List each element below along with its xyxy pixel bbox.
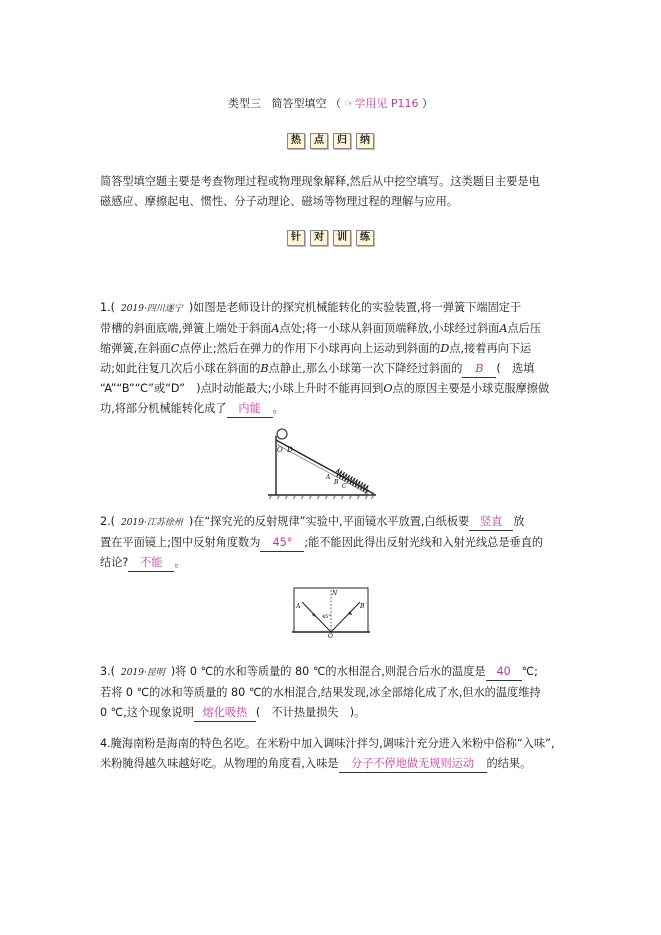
question-source: 2019·江苏徐州	[121, 518, 183, 528]
page-reference-link[interactable]: ☞学用见 P116	[344, 97, 419, 110]
answer-blank[interactable]: 内能	[227, 401, 273, 418]
intro-line: 磁感应、摩擦起电、惯性、分子动理论、磁场等物理过程的理解与应用。	[100, 195, 459, 208]
ball	[277, 429, 287, 439]
label-B: B	[334, 479, 339, 486]
badge-char: 对	[310, 230, 328, 246]
badge-char: 训	[333, 230, 351, 246]
incline-spring-figure	[262, 428, 380, 500]
label-B: B	[360, 603, 365, 610]
type-label: 类型三	[228, 97, 261, 110]
answer-blank[interactable]: B	[462, 361, 496, 378]
type-name: 简答型填空	[271, 97, 327, 110]
label-C: C	[342, 483, 347, 490]
question-source: 2019·四川遂宁	[121, 304, 183, 314]
badge-char: 热	[287, 133, 305, 149]
hot-points-badge-row	[0, 133, 661, 149]
label-O: O	[328, 633, 333, 638]
open-paren: （	[330, 97, 341, 110]
question-4: 4.腌海南粉是海南的特色名吃。在米粉中加入调味汁拌匀,调味汁充分进入米粉中俗称“入味”, 米粉腌得越久味越好吃。从物理的角度看,入味是 分子不停地做无规则运动 的结果。	[100, 734, 570, 774]
badge-char: 针	[287, 230, 305, 246]
question-source: 2019·昆明	[121, 668, 165, 678]
question-1: 1.( 2019·四川遂宁 )如图是老师设计的探究机械能转化的实验装置,将一弹簧下端固定于 带槽的斜面底端,弹簧上端处于斜面A点处;将一小球从斜面顶端释放,小球经过斜面A点后压 缩弹簧,在斜面C点停止;然后在弹力的作用下小球再向上运动到斜面的D点,接着再向下运 动;如此往复几次后小球在斜面的B点静止,那么小球第一次下降经过斜面的 B ( 选填 “A”“B”“C”或“D” )点时动能最大;小球上升时不能再回到O点的原因主要是小球克服摩擦做 功,将部分机械能转化成了 内能 。	[100, 298, 570, 419]
reflection-figure	[292, 586, 372, 638]
question-2: 2.( 2019·江苏徐州 )在“探究光的反射规律”实验中,平面镜水平放置,白纸板要 竖直 放 置在平面镜上;图中反射角度数为 45° ;能不能因此得出反射光线和入射光线总是垂直的 结论? 不能 。	[100, 512, 570, 573]
intro-line: 简答型填空题主要是考查物理过程或物理现象解释,然后从中挖空填写。这类题目主要是电	[100, 175, 540, 188]
label-A: A	[296, 603, 301, 610]
close-paren: ）	[422, 97, 433, 110]
badge-char: 点	[310, 133, 328, 149]
label-angle: 45°	[322, 614, 331, 620]
training-badge-row	[0, 230, 661, 246]
answer-blank[interactable]: 分子不停地做无规则运动	[339, 756, 487, 773]
label-A: A	[326, 474, 331, 481]
badge-char: 归	[333, 133, 351, 149]
section-heading	[0, 95, 661, 111]
reflected-ray	[331, 602, 360, 632]
answer-blank[interactable]: 竖直	[469, 514, 513, 531]
label-O: O	[277, 446, 283, 454]
intro-paragraph	[100, 172, 570, 212]
badge-char: 练	[356, 230, 374, 246]
answer-blank[interactable]: 不能	[128, 555, 174, 572]
badge-char: 纳	[356, 133, 374, 149]
label-N: N	[332, 590, 338, 597]
answer-blank[interactable]: 熔化吸热	[194, 705, 256, 722]
answer-blank[interactable]: 45°	[260, 535, 304, 552]
answer-blank[interactable]: 40	[486, 664, 522, 681]
label-D: D	[287, 446, 293, 454]
question-3: 3.( 2019·昆明 )将 0 ℃的水和等质量的 80 ℃的水相混合,则混合后水的温度是 40 ℃; 若将 0 ℃的冰和等质量的 80 ℃的水相混合,结果发现,冰全部熔化成了水,但水的温度维持 0 ℃,这个现象说明 熔化吸热 ( 不计热量损失 )。	[100, 662, 570, 723]
